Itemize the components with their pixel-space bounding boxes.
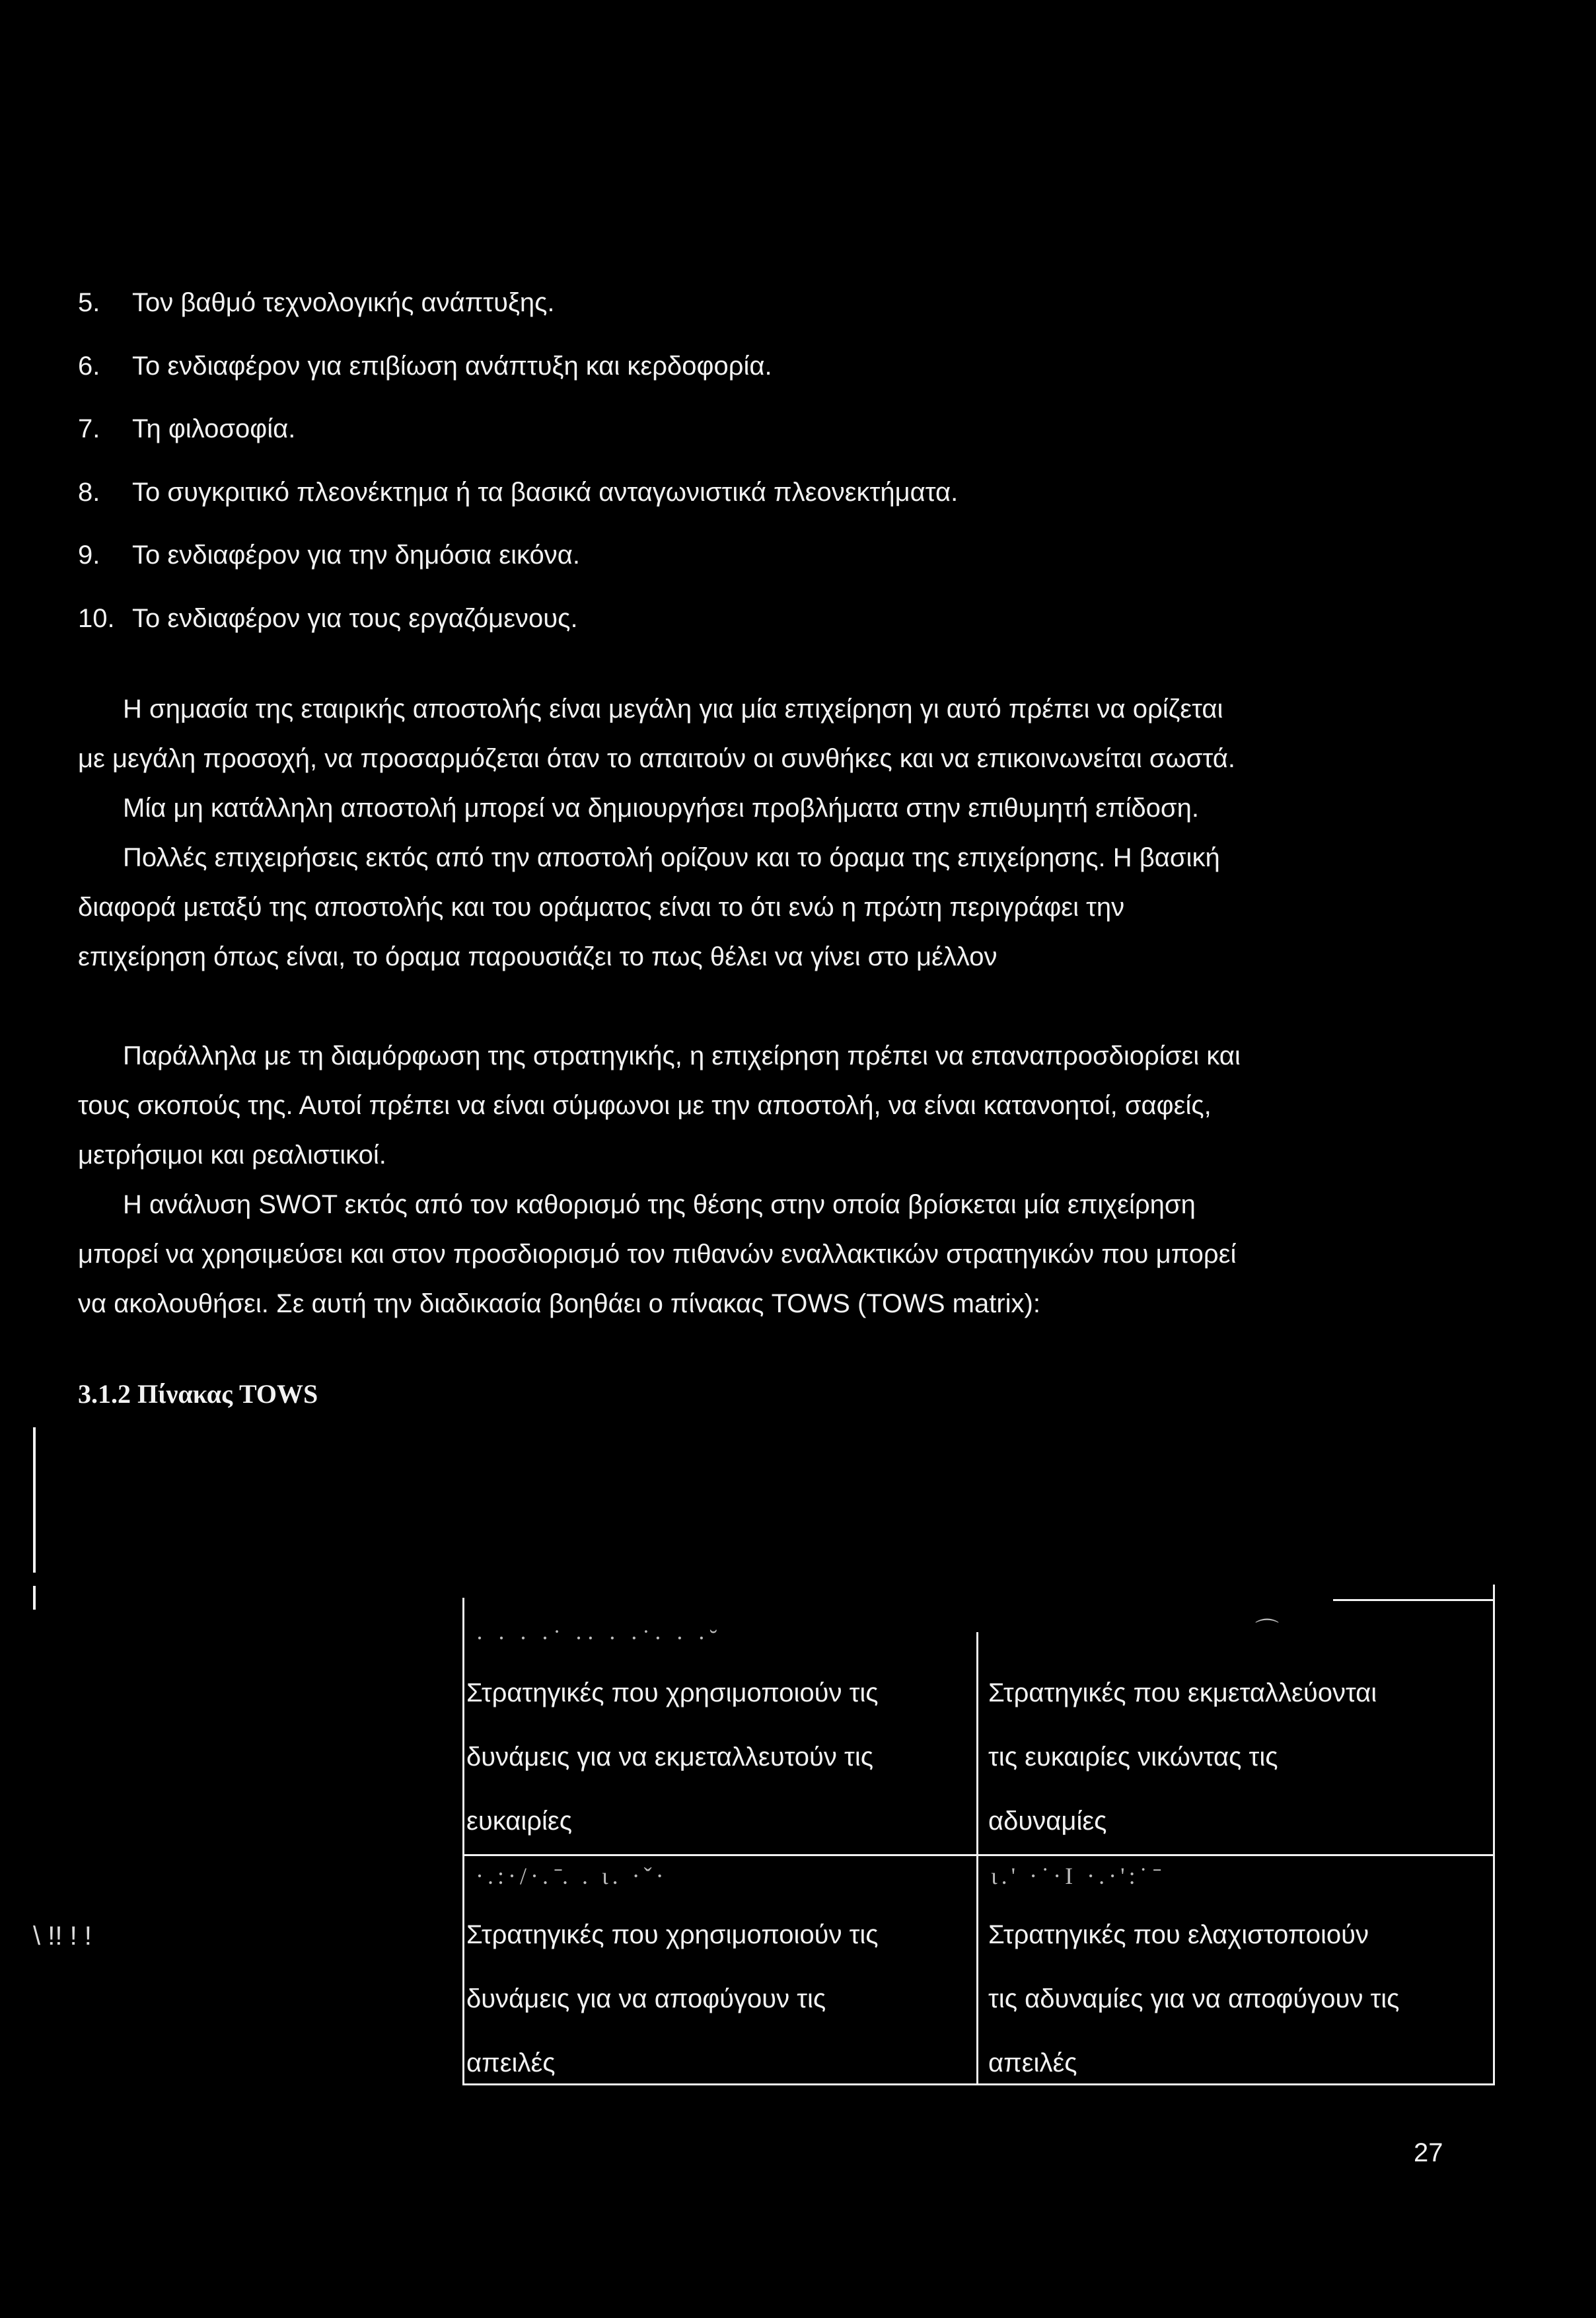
table-border-row: [462, 1854, 1494, 1856]
paragraph-objectives: [78, 1031, 1490, 1180]
margin-line: [33, 1427, 36, 1573]
list-item-number: 6.: [78, 351, 100, 381]
paragraph-mission: [78, 685, 1490, 982]
tows-cell-wt: [988, 1903, 1485, 2095]
list-item-text: Το ενδιαφέρον για την δημόσια εικόνα.: [132, 541, 581, 570]
paragraph-line: Η ανάλυση SWOT εκτός από τον καθορισμό της θέσης στην οποία βρίσκεται μία επιχείρηση: [123, 1190, 1196, 1219]
paragraph-line: μετρήσιμοι και ρεαλιστικοί.: [78, 1140, 386, 1170]
cell-header-faded: ·.:·/·. ̄. . ι. ·ˇ·: [476, 1863, 668, 1889]
cell-line: απειλές: [466, 2048, 556, 2077]
list-item-text: Τη φιλοσοφία.: [132, 414, 296, 443]
table-border-left: [462, 1598, 464, 2085]
list-item: [78, 542, 1465, 568]
paragraph-swot: [78, 1180, 1490, 1329]
tows-cell-wo: [988, 1661, 1485, 1853]
paragraph-line: επιχείρηση όπως είναι, το όραμα παρουσιάζει το πως θέλει να γίνει στο μέλλον: [78, 942, 998, 971]
cell-line: Στρατηγικές που ελαχιστοποιούν: [988, 1920, 1369, 1949]
list-item-number: 7.: [78, 414, 100, 443]
list-item: [78, 289, 1465, 316]
cell-line: τις αδυναμίες για να αποφύγουν τις: [988, 1984, 1400, 2013]
scan-artifact: \ !! ! !: [33, 1922, 92, 1951]
cell-line: Στρατηγικές που εκμεταλλεύονται: [988, 1678, 1377, 1707]
cell-header-faded: ι.' ·˙·Ι ·.·':˙ ̄: [991, 1863, 1161, 1889]
cell-header-faded: · · · ·˙ ·· · ·˙· · ·˘: [476, 1625, 721, 1651]
list-item-number: 9.: [78, 541, 100, 570]
margin-line: [33, 1586, 36, 1610]
cell-header-faded: ⌒: [1255, 1618, 1284, 1644]
paragraph-line: Η σημασία της εταιρικής αποστολής είναι μεγάλη για μία επιχείρηση γι αυτό πρέπει να ορίζεται: [123, 694, 1223, 724]
list-item: [78, 605, 1465, 632]
list-item-text: Το ενδιαφέρον για τους εργαζόμενους.: [132, 603, 578, 633]
list-item-text: Τον βαθμό τεχνολογικής ανάπτυξης.: [132, 288, 555, 317]
cell-line: απειλές: [988, 2048, 1077, 2077]
paragraph-line: με μεγάλη προσοχή, να προσαρμόζεται όταν το απαιτούν οι συνθήκες και να επικοινωνείται σωστά.: [78, 744, 1235, 773]
list-item-number: 8.: [78, 477, 100, 507]
list-item-number: 10.: [78, 603, 115, 633]
paragraph-line: μπορεί να χρησιμεύσει και στον προσδιορισμό τον πιθανών εναλλακτικών στρατηγικών που μπορεί: [78, 1240, 1237, 1269]
tows-cell-st: [466, 1903, 963, 2095]
tows-cell-so: [466, 1661, 963, 1853]
list-item-text: Το ενδιαφέρον για επιβίωση ανάπτυξη και κερδοφορία.: [132, 351, 772, 381]
list-item-text: Το συγκριτικό πλεονέκτημα ή τα βασικά ανταγωνιστικά πλεονεκτήματα.: [132, 477, 959, 507]
paragraph-line: να ακολουθήσει. Σε αυτή την διαδικασία βοηθάει ο πίνακας TOWS (TOWS matrix):: [78, 1289, 1040, 1318]
list-item: [78, 416, 1465, 442]
cell-line: δυνάμεις για να αποφύγουν τις: [466, 1984, 826, 2013]
cell-line: ευκαιρίες: [466, 1807, 572, 1836]
cell-line: δυνάμεις για να εκμεταλλευτούν τις: [466, 1742, 873, 1772]
paragraph-line: Μία μη κατάλληλη αποστολή μπορεί να δημιουργήσει προβλήματα στην επιθυμητή επίδοση.: [123, 794, 1199, 823]
list-item-number: 5.: [78, 288, 100, 317]
cell-line: τις ευκαιρίες νικώντας τις: [988, 1742, 1278, 1772]
paragraph-line: Πολλές επιχειρήσεις εκτός από την αποστολή ορίζουν και το όραμα της επιχείρησης. Η βασική: [123, 843, 1220, 872]
cell-line: αδυναμίες: [988, 1807, 1107, 1836]
list-item: [78, 353, 1465, 379]
table-border-top-fragment: [1333, 1599, 1494, 1601]
table-border-middle: [976, 1632, 978, 2085]
paragraph-line: Παράλληλα με τη διαμόρφωση της στρατηγικής, η επιχείρηση πρέπει να επαναπροσδιορίσει και: [123, 1041, 1241, 1070]
numbered-list: [78, 289, 1465, 668]
paragraph-line: τους σκοπούς της. Αυτοί πρέπει να είναι σύμφωνοι με την αποστολή, να είναι κατανοητοί, σαφείς,: [78, 1091, 1212, 1120]
section-heading: 3.1.2 Πίνακας TOWS: [78, 1379, 318, 1409]
paragraph-line: διαφορά μεταξύ της αποστολής και του οράματος είναι το ότι ενώ η πρώτη περιγράφει την: [78, 893, 1125, 922]
cell-line: Στρατηγικές που χρησιμοποιούν τις: [466, 1678, 879, 1707]
table-border-right: [1493, 1585, 1495, 2085]
list-item: [78, 479, 1465, 505]
cell-line: Στρατηγικές που χρησιμοποιούν τις: [466, 1920, 879, 1949]
page-number: 27: [1414, 2138, 1443, 2167]
